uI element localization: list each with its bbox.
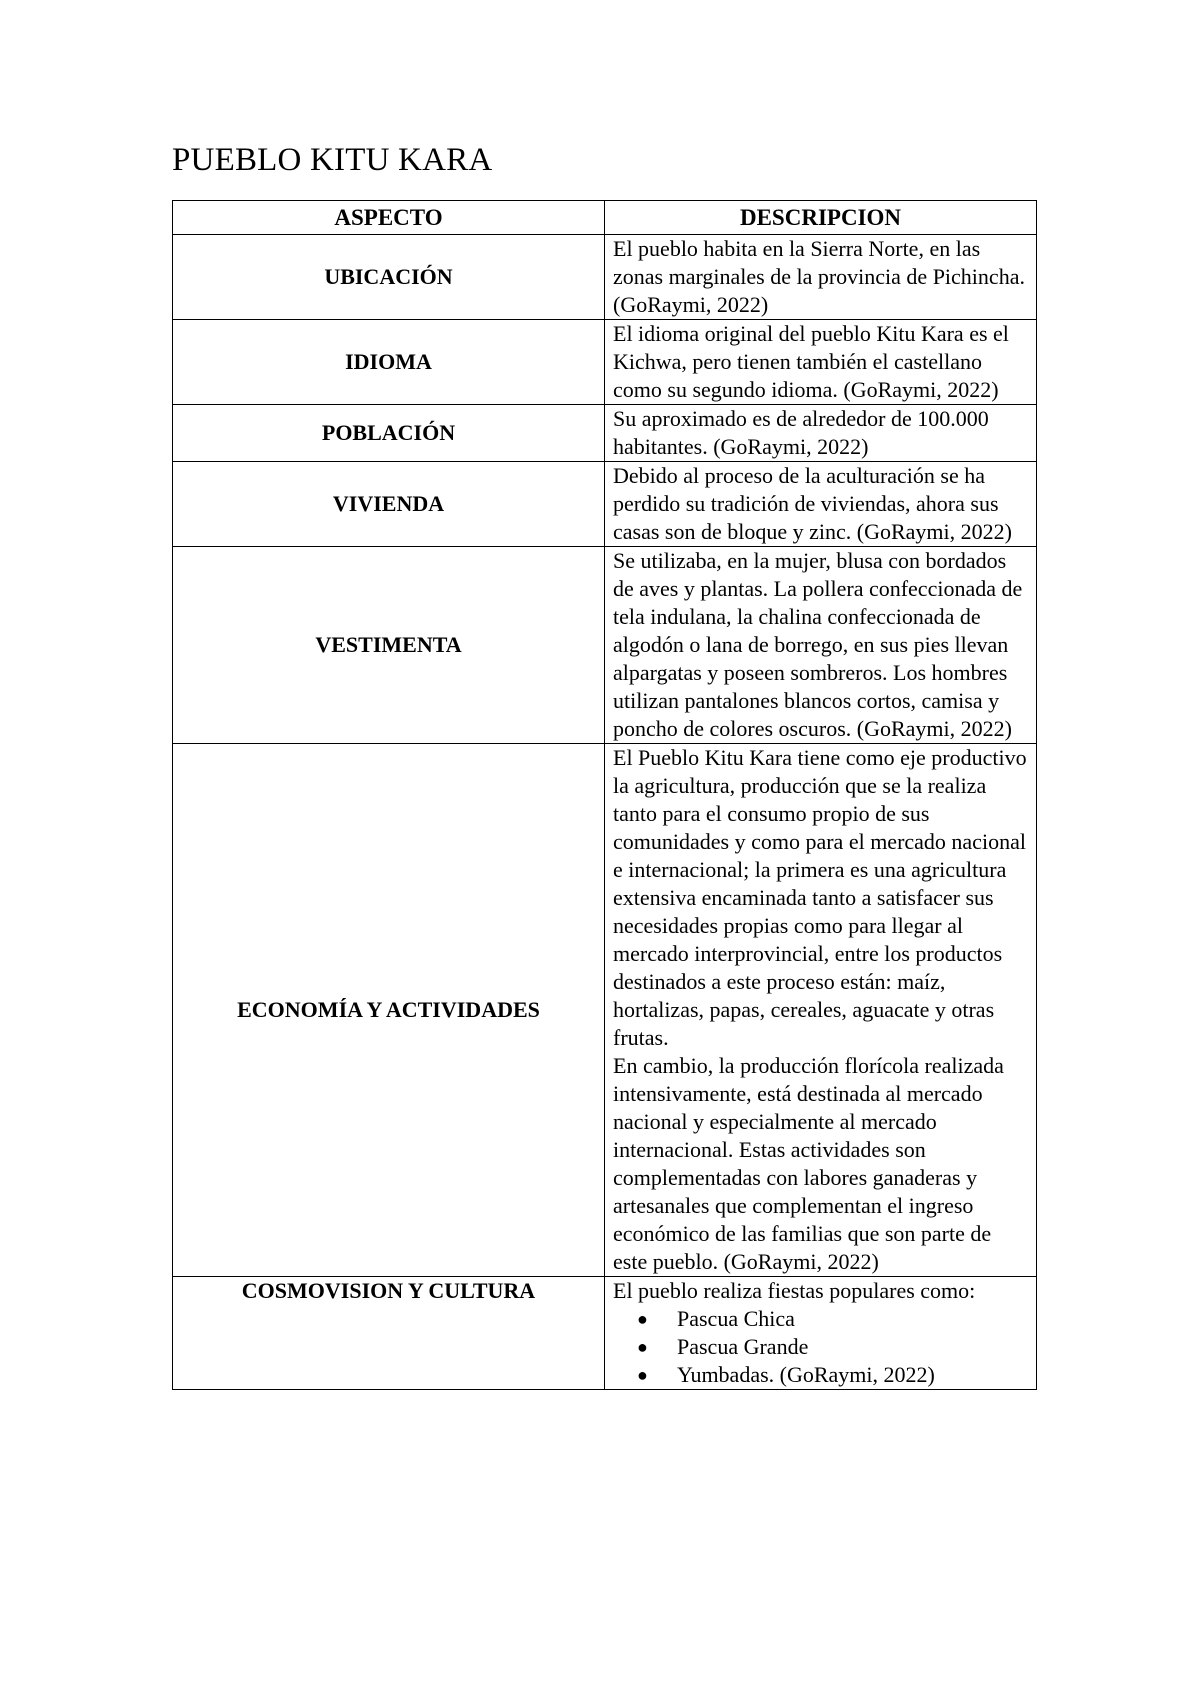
description-cosmovision <box>605 1277 1037 1390</box>
aspect-vestimenta: VESTIMENTA <box>173 547 605 744</box>
aspect-economia: ECONOMÍA Y ACTIVIDADES <box>173 744 605 1277</box>
aspect-vivienda: VIVIENDA <box>173 462 605 547</box>
table-row <box>173 462 1037 547</box>
aspect-poblacion: POBLACIÓN <box>173 405 605 462</box>
table-header-row <box>173 201 1037 235</box>
bullet-icon: ● <box>637 1309 648 1329</box>
description-idioma: El idioma original del pueblo Kitu Kara es el Kichwa, pero tienen también el castellano como su segundo idioma. (GoRaymi, 2022) <box>605 320 1037 405</box>
header-descripcion: DESCRIPCION <box>605 201 1037 235</box>
aspect-idioma: IDIOMA <box>173 320 605 405</box>
table-row <box>173 1277 1037 1390</box>
description-ubicacion: El pueblo habita en la Sierra Norte, en las zonas marginales de la provincia de Pichincha. (GoRaymi, 2022) <box>605 235 1037 320</box>
description-economia <box>605 744 1037 1277</box>
bullet-icon: ● <box>637 1365 648 1385</box>
list-item: ● Pascua Grande <box>637 1334 809 1359</box>
aspect-table <box>172 200 1037 1390</box>
table-row <box>173 235 1037 320</box>
description-vivienda: Debido al proceso de la aculturación se ha perdido su tradición de viviendas, ahora sus casas son de bloque y zinc. (GoRaymi, 2022) <box>605 462 1037 547</box>
bullet-icon: ● <box>637 1337 648 1357</box>
aspect-cosmovision: COSMOVISION Y CULTURA <box>173 1277 605 1390</box>
description-poblacion: Su aproximado es de alrededor de 100.000 habitantes. (GoRaymi, 2022) <box>605 405 1037 462</box>
description-cosmovision-intro: El pueblo realiza fiestas populares como: <box>613 1278 976 1303</box>
fiestas-list <box>613 1305 1028 1389</box>
list-item: ● Yumbadas. (GoRaymi, 2022) <box>637 1362 935 1387</box>
table-row <box>173 744 1037 1277</box>
table-row <box>173 320 1037 405</box>
description-economia-p2: En cambio, la producción florícola realizada intensivamente, está destinada al mercado nacional y especialmente al mercado internacional. Estas actividades son complementadas con labores ganaderas y artesanales que complementan el ingreso económico de las familias que son parte de este pueblo. (GoRaymi, 2022) <box>613 1053 1004 1274</box>
page-title: PUEBLO KITU KARA <box>172 142 493 178</box>
aspect-ubicacion: UBICACIÓN <box>173 235 605 320</box>
description-vestimenta: Se utilizaba, en la mujer, blusa con bordados de aves y plantas. La pollera confeccionada de tela indulana, la chalina confeccionada de algodón o lana de borrego, en sus pies llevan alpargatas y poseen sombreros. Los hombres utilizan pantalones blancos cortos, camisa y poncho de colores oscuros. (GoRaymi, 2022) <box>605 547 1037 744</box>
table-row <box>173 547 1037 744</box>
header-aspecto: ASPECTO <box>173 201 605 235</box>
list-item: ● Pascua Chica <box>637 1306 795 1331</box>
description-economia-p1: El Pueblo Kitu Kara tiene como eje productivo la agricultura, producción que se la realiza tanto para el consumo propio de sus comunidades y como para el mercado nacional e internacional; la primera es una agricultura extensiva encaminada tanto a satisfacer sus necesidades propias como para llegar al mercado interprovincial, entre los productos destinados a este proceso están: maíz, hortalizas, papas, cereales, aguacate y otras frutas. <box>613 745 1027 1050</box>
table-row <box>173 405 1037 462</box>
